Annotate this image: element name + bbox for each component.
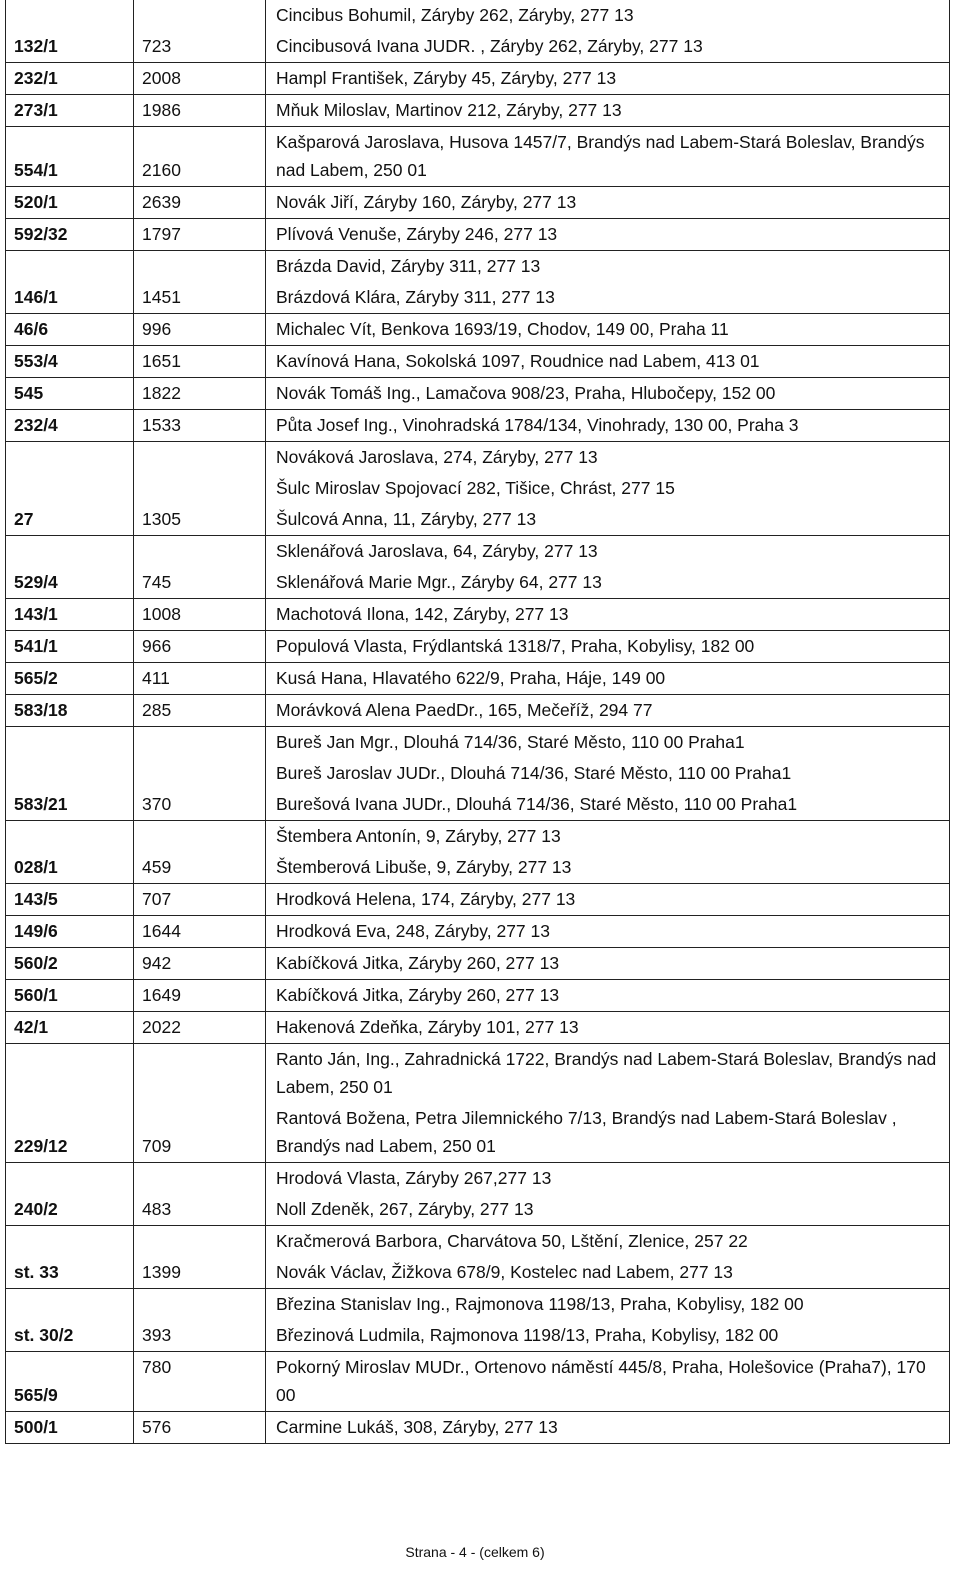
owner-line: Morávková Alena PaedDr., 165, Mečeříž, 294 77 — [276, 700, 653, 720]
area-cell: 2022 — [134, 1012, 266, 1044]
owner-cell — [266, 346, 950, 378]
area-cell: 1008 — [134, 599, 266, 631]
table-row — [6, 1226, 950, 1289]
owner-cell — [266, 695, 950, 727]
table-row — [6, 695, 950, 727]
area-cell: 1533 — [134, 410, 266, 442]
table-row — [6, 916, 950, 948]
owner-cell — [266, 1289, 950, 1352]
owner-line: Rantová Božena, Petra Jilemnického 7/13, Brandýs nad Labem-Stará Boleslav , Brandýs nad Labem, 250 01 — [276, 1108, 897, 1156]
area-cell: 576 — [134, 1412, 266, 1444]
area-cell: 1644 — [134, 916, 266, 948]
owner-line: Brázdová Klára, Záryby 311, 277 13 — [276, 287, 555, 307]
owner-cell — [266, 631, 950, 663]
owner-line: Burešová Ivana JUDr., Dlouhá 714/36, Staré Město, 110 00 Praha1 — [276, 794, 798, 814]
owner-cell — [266, 0, 950, 63]
table-row — [6, 251, 950, 314]
area-cell: 483 — [134, 1163, 266, 1226]
parcel-number-cell: 232/1 — [6, 63, 134, 95]
table-row — [6, 1289, 950, 1352]
parcel-number-cell: 240/2 — [6, 1163, 134, 1226]
table-row — [6, 599, 950, 631]
owner-line: Cincibus Bohumil, Záryby 262, Záryby, 277 13 — [276, 5, 634, 25]
parcel-number-cell: 46/6 — [6, 314, 134, 346]
parcel-number-cell: 560/1 — [6, 980, 134, 1012]
owner-line: Šulcová Anna, 11, Záryby, 277 13 — [276, 509, 537, 529]
owner-line: Novák Tomáš Ing., Lamačova 908/23, Praha, Hlubočepy, 152 00 — [276, 383, 776, 403]
owner-line: Hampl František, Záryby 45, Záryby, 277 13 — [276, 68, 617, 88]
owner-line: Cincibusová Ivana JUDR. , Záryby 262, Záryby, 277 13 — [276, 36, 703, 56]
table-row — [6, 884, 950, 916]
table-row — [6, 631, 950, 663]
owner-line: Hrodková Helena, 174, Záryby, 277 13 — [276, 889, 576, 909]
owner-line: Nováková Jaroslava, 274, Záryby, 277 13 — [276, 447, 598, 467]
owner-cell — [266, 1044, 950, 1163]
table-row — [6, 187, 950, 219]
owner-line: Plívová Venuše, Záryby 246, 277 13 — [276, 224, 558, 244]
owner-line: Bureš Jaroslav JUDr., Dlouhá 714/36, Staré Město, 110 00 Praha1 — [276, 763, 792, 783]
parcel-number-cell: 592/32 — [6, 219, 134, 251]
table-row — [6, 1163, 950, 1226]
table-row — [6, 63, 950, 95]
parcel-number-cell: 143/1 — [6, 599, 134, 631]
owner-line: Kavínová Hana, Sokolská 1097, Roudnice nad Labem, 413 01 — [276, 351, 760, 371]
area-cell: 966 — [134, 631, 266, 663]
owner-line: Populová Vlasta, Frýdlantská 1318/7, Praha, Kobylisy, 182 00 — [276, 636, 755, 656]
owner-line: Kašparová Jaroslava, Husova 1457/7, Brandýs nad Labem-Stará Boleslav, Brandýs nad Labem, 250 01 — [276, 132, 925, 180]
owner-cell — [266, 95, 950, 127]
parcel-number-cell: 146/1 — [6, 251, 134, 314]
parcel-number-cell: st. 30/2 — [6, 1289, 134, 1352]
parcel-number-cell: 565/9 — [6, 1352, 134, 1412]
area-cell: 942 — [134, 948, 266, 980]
area-cell: 370 — [134, 727, 266, 821]
owner-line: Březina Stanislav Ing., Rajmonova 1198/13, Praha, Kobylisy, 182 00 — [276, 1294, 804, 1314]
table-row — [6, 219, 950, 251]
area-cell: 1822 — [134, 378, 266, 410]
parcel-number-cell: 583/21 — [6, 727, 134, 821]
parcel-number-cell: 232/4 — [6, 410, 134, 442]
table-row — [6, 378, 950, 410]
table-row — [6, 1352, 950, 1412]
parcel-number-cell: 273/1 — [6, 95, 134, 127]
area-cell: 2639 — [134, 187, 266, 219]
area-cell: 393 — [134, 1289, 266, 1352]
parcel-number-cell: 529/4 — [6, 536, 134, 599]
parcel-number-cell: 583/18 — [6, 695, 134, 727]
parcel-number-cell: 554/1 — [6, 127, 134, 187]
owner-line: Machotová Ilona, 142, Záryby, 277 13 — [276, 604, 569, 624]
area-cell: 411 — [134, 663, 266, 695]
owner-cell — [266, 916, 950, 948]
owner-cell — [266, 948, 950, 980]
area-cell: 2008 — [134, 63, 266, 95]
parcel-number-cell: 27 — [6, 442, 134, 536]
area-cell: 745 — [134, 536, 266, 599]
area-cell: 459 — [134, 821, 266, 884]
owner-line: Pokorný Miroslav MUDr., Ortenovo náměstí 445/8, Praha, Holešovice (Praha7), 170 00 — [276, 1357, 926, 1405]
owner-cell — [266, 1226, 950, 1289]
table-row — [6, 346, 950, 378]
parcel-owner-table — [5, 0, 950, 1444]
owner-line: Kabíčková Jitka, Záryby 260, 277 13 — [276, 985, 560, 1005]
table-row — [6, 948, 950, 980]
area-cell: 1986 — [134, 95, 266, 127]
parcel-number-cell: 229/12 — [6, 1044, 134, 1163]
owner-cell — [266, 1412, 950, 1444]
parcel-number-cell: 545 — [6, 378, 134, 410]
parcel-number-cell: 500/1 — [6, 1412, 134, 1444]
owner-cell — [266, 1352, 950, 1412]
area-cell: 1797 — [134, 219, 266, 251]
parcel-number-cell: 560/2 — [6, 948, 134, 980]
parcel-number-cell: 541/1 — [6, 631, 134, 663]
document-page — [5, 0, 955, 1588]
owner-line: Půta Josef Ing., Vinohradská 1784/134, Vinohrady, 130 00, Praha 3 — [276, 415, 799, 435]
owner-cell — [266, 727, 950, 821]
area-cell: 1305 — [134, 442, 266, 536]
owner-cell — [266, 442, 950, 536]
owner-cell — [266, 127, 950, 187]
area-cell: 1399 — [134, 1226, 266, 1289]
owner-line: Kusá Hana, Hlavatého 622/9, Praha, Háje, 149 00 — [276, 668, 666, 688]
table-row — [6, 536, 950, 599]
area-cell: 709 — [134, 1044, 266, 1163]
owner-cell — [266, 980, 950, 1012]
owner-line: Noll Zdeněk, 267, Záryby, 277 13 — [276, 1199, 534, 1219]
owner-line: Novák Jiří, Záryby 160, Záryby, 277 13 — [276, 192, 577, 212]
area-cell: 780 — [134, 1352, 266, 1412]
owner-line: Carmine Lukáš, 308, Záryby, 277 13 — [276, 1417, 558, 1437]
owner-line: Novák Václav, Žižkova 678/9, Kostelec nad Labem, 277 13 — [276, 1262, 733, 1282]
owner-cell — [266, 536, 950, 599]
owner-line: Mňuk Miloslav, Martinov 212, Záryby, 277 13 — [276, 100, 622, 120]
owner-cell — [266, 821, 950, 884]
area-cell: 996 — [134, 314, 266, 346]
owner-line: Bureš Jan Mgr., Dlouhá 714/36, Staré Město, 110 00 Praha1 — [276, 732, 745, 752]
table-row — [6, 1412, 950, 1444]
table-body — [6, 0, 950, 1444]
parcel-number-cell: st. 33 — [6, 1226, 134, 1289]
owner-cell — [266, 1163, 950, 1226]
owner-line: Březinová Ludmila, Rajmonova 1198/13, Praha, Kobylisy, 182 00 — [276, 1325, 779, 1345]
area-cell: 2160 — [134, 127, 266, 187]
table-row — [6, 1044, 950, 1163]
parcel-number-cell: 143/5 — [6, 884, 134, 916]
table-row — [6, 127, 950, 187]
table-row — [6, 95, 950, 127]
parcel-number-cell: 028/1 — [6, 821, 134, 884]
owner-cell — [266, 219, 950, 251]
table-row — [6, 314, 950, 346]
parcel-number-cell: 565/2 — [6, 663, 134, 695]
owner-line: Kračmerová Barbora, Charvátova 50, Lštění, Zlenice, 257 22 — [276, 1231, 748, 1251]
table-row — [6, 980, 950, 1012]
owner-cell — [266, 599, 950, 631]
owner-line: Hakenová Zdeňka, Záryby 101, 277 13 — [276, 1017, 579, 1037]
owner-cell — [266, 663, 950, 695]
owner-cell — [266, 63, 950, 95]
owner-line: Ranto Ján, Ing., Zahradnická 1722, Brandýs nad Labem-Stará Boleslav, Brandýs nad Labem, 250 01 — [276, 1049, 937, 1097]
area-cell: 1451 — [134, 251, 266, 314]
owner-line: Kabíčková Jitka, Záryby 260, 277 13 — [276, 953, 560, 973]
owner-line: Sklenářová Marie Mgr., Záryby 64, 277 13 — [276, 572, 602, 592]
owner-cell — [266, 378, 950, 410]
area-cell: 1649 — [134, 980, 266, 1012]
table-row — [6, 1012, 950, 1044]
table-row — [6, 821, 950, 884]
page-footer: Strana - 4 - (celkem 6) — [405, 1544, 545, 1560]
parcel-number-cell: 149/6 — [6, 916, 134, 948]
table-row — [6, 410, 950, 442]
owner-line: Michalec Vít, Benkova 1693/19, Chodov, 149 00, Praha 11 — [276, 319, 729, 339]
owner-line: Brázda David, Záryby 311, 277 13 — [276, 256, 541, 276]
parcel-number-cell: 132/1 — [6, 0, 134, 63]
table-row — [6, 0, 950, 63]
parcel-number-cell: 42/1 — [6, 1012, 134, 1044]
owner-cell — [266, 1012, 950, 1044]
table-row — [6, 442, 950, 536]
owner-line: Štembera Antonín, 9, Záryby, 277 13 — [276, 826, 561, 846]
owner-line: Štemberová Libuše, 9, Záryby, 277 13 — [276, 857, 572, 877]
owner-line: Hrodová Vlasta, Záryby 267,277 13 — [276, 1168, 552, 1188]
area-cell: 285 — [134, 695, 266, 727]
owner-line: Sklenářová Jaroslava, 64, Záryby, 277 13 — [276, 541, 598, 561]
owner-cell — [266, 884, 950, 916]
area-cell: 1651 — [134, 346, 266, 378]
owner-cell — [266, 251, 950, 314]
owner-cell — [266, 410, 950, 442]
table-row — [6, 663, 950, 695]
area-cell: 723 — [134, 0, 266, 63]
owner-cell — [266, 187, 950, 219]
area-cell: 707 — [134, 884, 266, 916]
table-row — [6, 727, 950, 821]
parcel-number-cell: 520/1 — [6, 187, 134, 219]
owner-line: Hrodková Eva, 248, Záryby, 277 13 — [276, 921, 550, 941]
parcel-number-cell: 553/4 — [6, 346, 134, 378]
owner-cell — [266, 314, 950, 346]
owner-line: Šulc Miroslav Spojovací 282, Tišice, Chrást, 277 15 — [276, 478, 675, 498]
